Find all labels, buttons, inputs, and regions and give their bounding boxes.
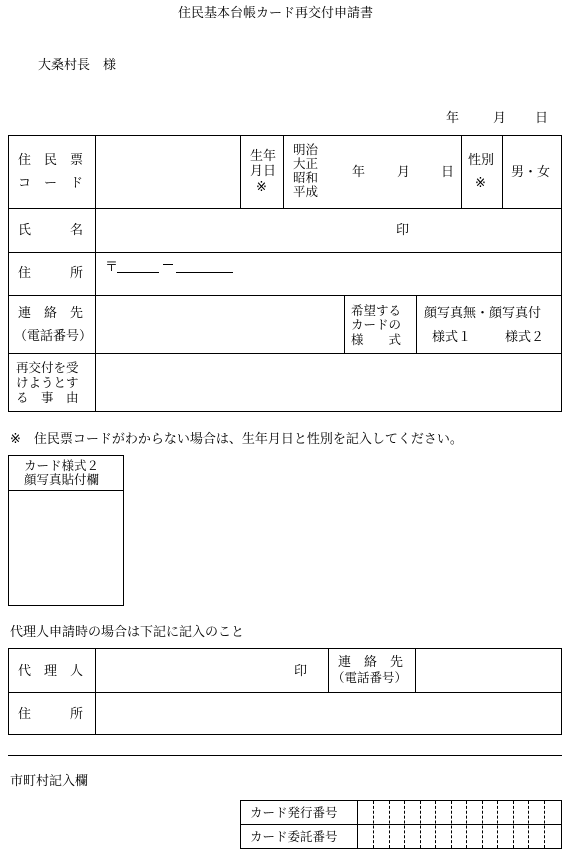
birth-day: 日 <box>441 165 455 180</box>
agent-heading: 代理人申請時の場合は下記に記入のこと <box>10 625 245 640</box>
agent-name-field[interactable] <box>96 649 327 691</box>
agent-address-field[interactable] <box>96 693 561 734</box>
digit-separator <box>544 801 545 848</box>
reason-label-2: けようとす <box>16 375 79 390</box>
era-meiji: 明治 <box>293 142 319 157</box>
era-heisei: 平成 <box>293 184 319 199</box>
digit-separator <box>513 801 514 848</box>
postal-code-line-2 <box>176 272 233 273</box>
section-divider <box>8 755 562 756</box>
era-taisho: 大正 <box>293 156 319 171</box>
contact-label-2: （電話番号） <box>14 329 93 344</box>
digit-separator <box>497 801 498 848</box>
digit-separator <box>482 801 483 848</box>
digit-separator <box>528 801 529 848</box>
postal-mark: 〒 <box>105 260 119 275</box>
resident-code-label-1: 住 民 票 <box>18 153 84 168</box>
birth-year: 年 <box>352 165 366 180</box>
digit-separator <box>389 801 390 848</box>
digit-separator <box>373 801 374 848</box>
contact-label-1: 連 絡 先 <box>18 306 84 321</box>
resident-code-field[interactable] <box>96 136 239 207</box>
gender-options[interactable]: 男・女 <box>511 165 551 180</box>
date-year: 年 <box>446 111 460 126</box>
agent-seal-mark: 印 <box>294 664 308 679</box>
digit-separator <box>451 801 452 848</box>
name-field[interactable] <box>96 209 561 251</box>
reason-label-3: る 事 由 <box>16 390 79 405</box>
date-day: 日 <box>535 111 549 126</box>
address-field[interactable] <box>96 253 561 294</box>
card-style-label-1: 希望する <box>351 303 402 318</box>
birth-note-mark: ※ <box>256 180 267 195</box>
birth-label-2: 月日 <box>250 164 277 179</box>
digit-separator <box>435 801 436 848</box>
card-style-options[interactable]: 顔写真無・顔写真付 <box>424 306 542 321</box>
digit-separator <box>420 801 421 848</box>
birth-label-1: 生年 <box>250 149 277 164</box>
reason-field[interactable] <box>96 354 561 411</box>
gender-label: 性別 <box>468 153 495 168</box>
address-label: 住 所 <box>18 266 84 281</box>
note-text: ※ 住民票コードがわからない場合は、生年月日と性別を記入してください。 <box>10 432 463 447</box>
addressee: 大桑村長 様 <box>38 58 117 73</box>
contact-field[interactable] <box>96 296 343 352</box>
digit-separator <box>466 801 467 848</box>
gender-note-mark: ※ <box>475 176 486 191</box>
issue-number-label: カード発行番号 <box>250 805 338 820</box>
postal-code-dash <box>163 264 173 265</box>
photo-box-label-2: 顔写真貼付欄 <box>24 472 100 487</box>
office-heading: 市町村記入欄 <box>10 774 89 789</box>
postal-code-line-1 <box>117 272 159 273</box>
card-style-1[interactable]: 様式１ <box>432 330 472 345</box>
digit-separator <box>404 801 405 848</box>
card-style-label-2: カードの <box>351 317 402 332</box>
era-showa: 昭和 <box>293 170 319 185</box>
card-style-label-3: 様 式 <box>351 332 402 347</box>
birth-month: 月 <box>397 165 411 180</box>
date-month: 月 <box>493 111 507 126</box>
agent-contact-label-1: 連 絡 先 <box>338 655 404 670</box>
commission-number-label: カード委託番号 <box>250 829 338 844</box>
agent-contact-label-2: （電話番号） <box>332 670 408 685</box>
reason-label-1: 再交付を受 <box>16 360 79 375</box>
photo-box-label-1: カード様式２ <box>24 458 100 473</box>
agent-contact-field[interactable] <box>416 649 561 691</box>
seal-mark: 印 <box>396 223 410 238</box>
agent-address-label: 住 所 <box>18 707 84 722</box>
card-style-2[interactable]: 様式２ <box>505 330 545 345</box>
resident-code-label-2: コ ー ド <box>18 176 84 191</box>
form-title: 住民基本台帳カード再交付申請書 <box>178 6 374 21</box>
agent-label: 代 理 人 <box>18 664 84 679</box>
name-label: 氏 名 <box>18 223 84 238</box>
